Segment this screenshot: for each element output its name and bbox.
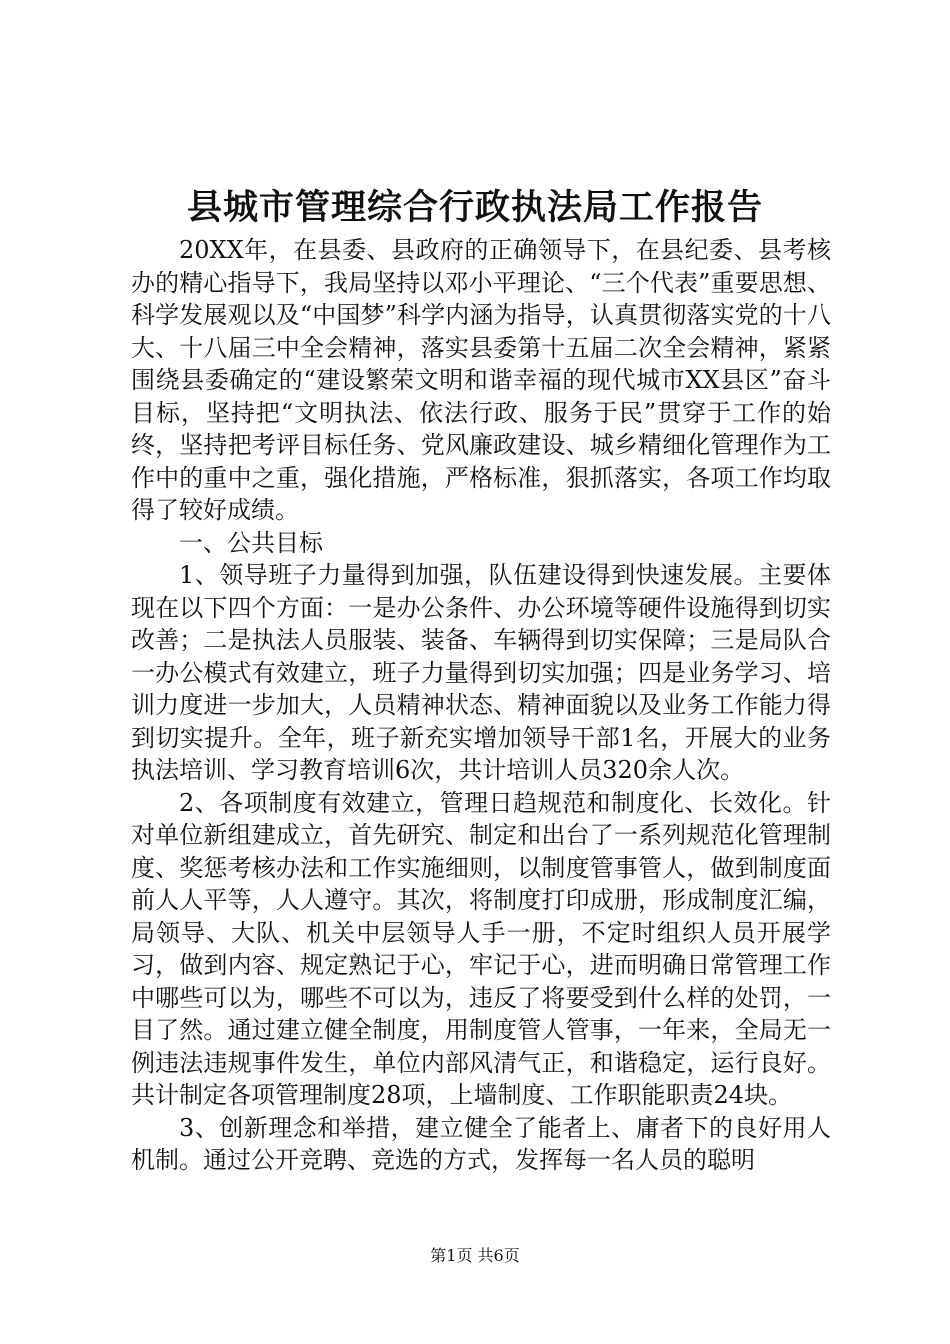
paragraph-item-2: 2、各项制度有效建立，管理日趋规范和制度化、长效化。针对单位新组建成立，首先研究、制定和出台了一系列规范化管理制度、奖惩考核办法和工作实施细则，以制度管事管人，做到制度面前人人平等，人人遵守。其次，将制度打印成册，形成制度汇编，局领导、大队、机关中层领导人手一册，不定时组织人员开展学习，做到内容、规定熟记于心，牢记于心，进而明确日常管理工作中哪些可以为，哪些不可以为，违反了将要受到什么样的处罚，一目了然。通过建立健全制度，用制度管人管事，一年来，全局无一例违法违规事件发生，单位内部风清气正，和谐稳定，运行良好。共计制定各项管理制度28项，上墙制度、工作职能职责24块。 <box>131 788 831 1109</box>
paragraph-item-1: 1、领导班子力量得到加强，队伍建设得到快速发展。主要体现在以下四个方面：一是办公条件、办公环境等硬件设施得到切实改善；二是执法人员服装、装备、车辆得到切实保障；三是局队合一办公模式有效建立，班子力量得到切实加强；四是业务学习、培训力度进一步加大，人员精神状态、精神面貌以及业务工作能力得到切实提升。全年，班子新充实增加领导干部1名，开展大的业务执法培训、学习教育培训6次，共计培训人员320余人次。 <box>131 561 831 784</box>
paragraph-item-3: 3、创新理念和举措，建立健全了能者上、庸者下的良好用人机制。通过公开竞聘、竞选的方式，发挥每一名人员的聪明 <box>131 1113 831 1174</box>
section-heading-public-goals: 一、公共目标 <box>179 528 323 557</box>
document-body <box>131 234 831 1177</box>
paragraph-intro: 20XX年，在县委、县政府的正确领导下，在县纪委、县考核办的精心指导下，我局坚持以邓小平理论、“三个代表”重要思想、科学发展观以及“中国梦”科学内涵为指导，认真贯彻落实党的十八大、十八届三中全会精神，落实县委第十五届二次全会精神，紧紧围绕县委确定的“建设繁荣文明和谐幸福的现代城市XX县区”奋斗目标，坚持把“文明执法、依法行政、服务于民”贯穿于工作的始终，坚持把考评目标任务、党风廉政建设、城乡精细化管理作为工作中的重中之重，强化措施，严格标准，狠抓落实，各项工作均取得了较好成绩。 <box>131 236 831 524</box>
page-number-footer: 第1页 共6页 <box>430 1246 520 1265</box>
document-title: 县城市管理综合行政执法局工作报告 <box>186 187 763 228</box>
